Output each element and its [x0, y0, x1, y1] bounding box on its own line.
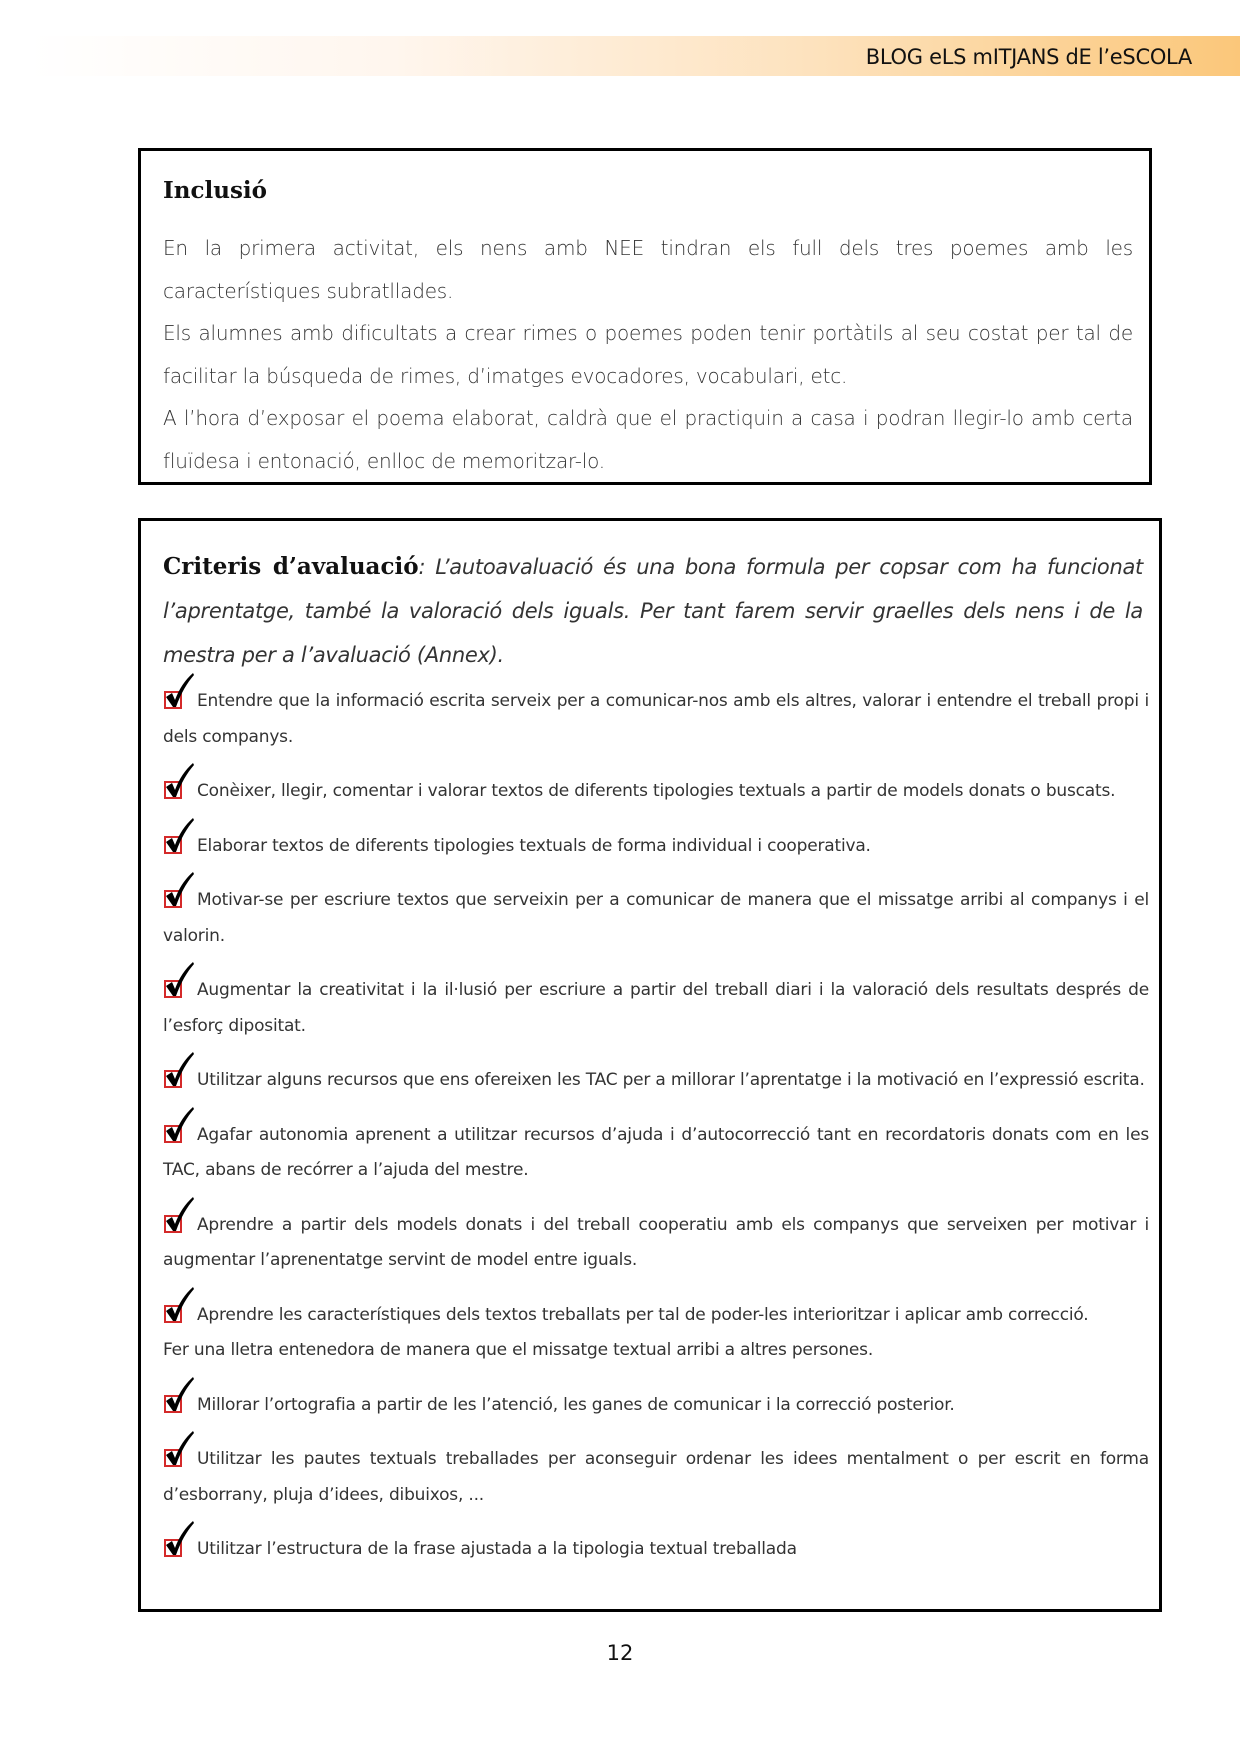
criterion-text: Agafar autonomia aprenent a utilitzar recursos d’ajuda i d’autocorrecció tant en recordatoris donats com en les TAC, abans de recórrer a l’ajuda del mestre. [163, 1124, 1149, 1180]
checkbox-checked-icon [163, 683, 197, 709]
inclusion-text [163, 227, 1133, 482]
checkbox-checked-icon [163, 1387, 197, 1413]
criterion-text: Utilitzar alguns recursos que ens ofereixen les TAC per a millorar l’aprentatge i la motivació en l’expressió escrita. [197, 1070, 1145, 1090]
criterion-text: Elaborar textos de diferents tipologies textuals de forma individual i cooperativa. [197, 835, 871, 856]
checkbox-checked-icon [163, 828, 197, 854]
inclusion-box [138, 148, 1152, 485]
checkbox-checked-icon [163, 773, 197, 799]
checkbox-checked-icon [163, 972, 197, 998]
criteria-list [163, 683, 1149, 1586]
page-number: 12 [606, 1641, 634, 1665]
inclusion-paragraph: Els alumnes amb dificultats a crear rimes o poemes poden tenir portàtils al seu costat per tal de facilitar la búsqueda de rimes, d’imatges evocadores, vocabulari, etc. [163, 321, 1133, 388]
criterion-text: Utilitzar l’estructura de la frase ajustada a la tipologia textual treballada [197, 1539, 797, 1559]
criterion-item [163, 828, 1149, 865]
criterion-text: Millorar l’ortografia a partir de les l’atenció, les ganes de comunicar i la correcció posterior. [197, 1394, 955, 1415]
criterion-item [163, 1207, 1149, 1279]
evaluation-intro [163, 545, 1143, 677]
checkbox-checked-icon [163, 1117, 197, 1143]
checkbox-checked-icon [163, 882, 197, 908]
criterion-item [163, 1297, 1149, 1369]
inclusion-paragraph: A l’hora d’exposar el poema elaborat, caldrà que el practiquin a casa i podran llegir-lo amb certa fluïdesa i entonació, enlloc de memoritzar-lo. [163, 406, 1133, 473]
evaluation-lead: : L’autoavaluació és una bona formula per copsar com ha funcionat l’aprentatge, també la valoració dels iguals. Per tant farem servir graelles dels nens i de la mestra per a l’avaluació (Annex). [163, 555, 1143, 667]
evaluation-box [138, 518, 1162, 1612]
blog-title: BLOG eLS mITJANS dE l’eSCOLA [865, 45, 1192, 69]
criterion-text: Conèixer, llegir, comentar i valorar textos de diferents tipologies textuals a partir de models donats o buscats. [197, 781, 1116, 801]
criterion-text: Aprendre les característiques dels textos treballats per tal de poder-les interioritzar i aplicar amb correcció. [197, 1304, 1089, 1325]
criterion-item [163, 972, 1149, 1044]
checkbox-checked-icon [163, 1062, 197, 1088]
criterion-extra-text: Fer una lletra entenedora de manera que el missatge textual arribi a altres persones. [163, 1340, 874, 1360]
header-bar [30, 36, 1240, 76]
evaluation-heading: Criteris d’avaluació [163, 553, 419, 580]
criterion-item [163, 882, 1149, 954]
criterion-text: Motivar-se per escriure textos que serveixin per a comunicar de manera que el missatge arribi al companys i el valorin. [163, 890, 1149, 946]
criterion-item [163, 1531, 1149, 1568]
checkbox-checked-icon [163, 1441, 197, 1467]
criterion-item [163, 773, 1149, 810]
criterion-item [163, 683, 1149, 755]
checkbox-checked-icon [163, 1531, 197, 1557]
criterion-text: Entendre que la informació escrita serveix per a comunicar-nos amb els altres, valorar i entendre el treball propi i dels companys. [163, 691, 1149, 747]
checkbox-checked-icon [163, 1297, 197, 1323]
criterion-item [163, 1387, 1149, 1424]
criterion-item [163, 1062, 1149, 1099]
inclusion-paragraph: En la primera activitat, els nens amb NEE tindran els full dels tres poemes amb les característiques subratllades. [163, 236, 1133, 303]
criterion-text: Augmentar la creativitat i la il·lusió per escriure a partir del treball diari i la valoració dels resultats després de l’esforç dipositat. [163, 980, 1149, 1036]
criterion-text: Aprendre a partir dels models donats i del treball cooperatiu amb els companys que serveixen per motivar i augmentar l’aprenentatge servint de model entre iguals. [163, 1214, 1149, 1270]
criterion-item [163, 1441, 1149, 1513]
inclusion-heading: Inclusió [163, 177, 267, 204]
criterion-text: Utilitzar les pautes textuals treballades per aconseguir ordenar les idees mentalment o per escrit en forma d’esborrany, pluja d’idees, dibuixos, ... [163, 1449, 1149, 1505]
checkbox-checked-icon [163, 1207, 197, 1233]
criterion-item [163, 1117, 1149, 1189]
